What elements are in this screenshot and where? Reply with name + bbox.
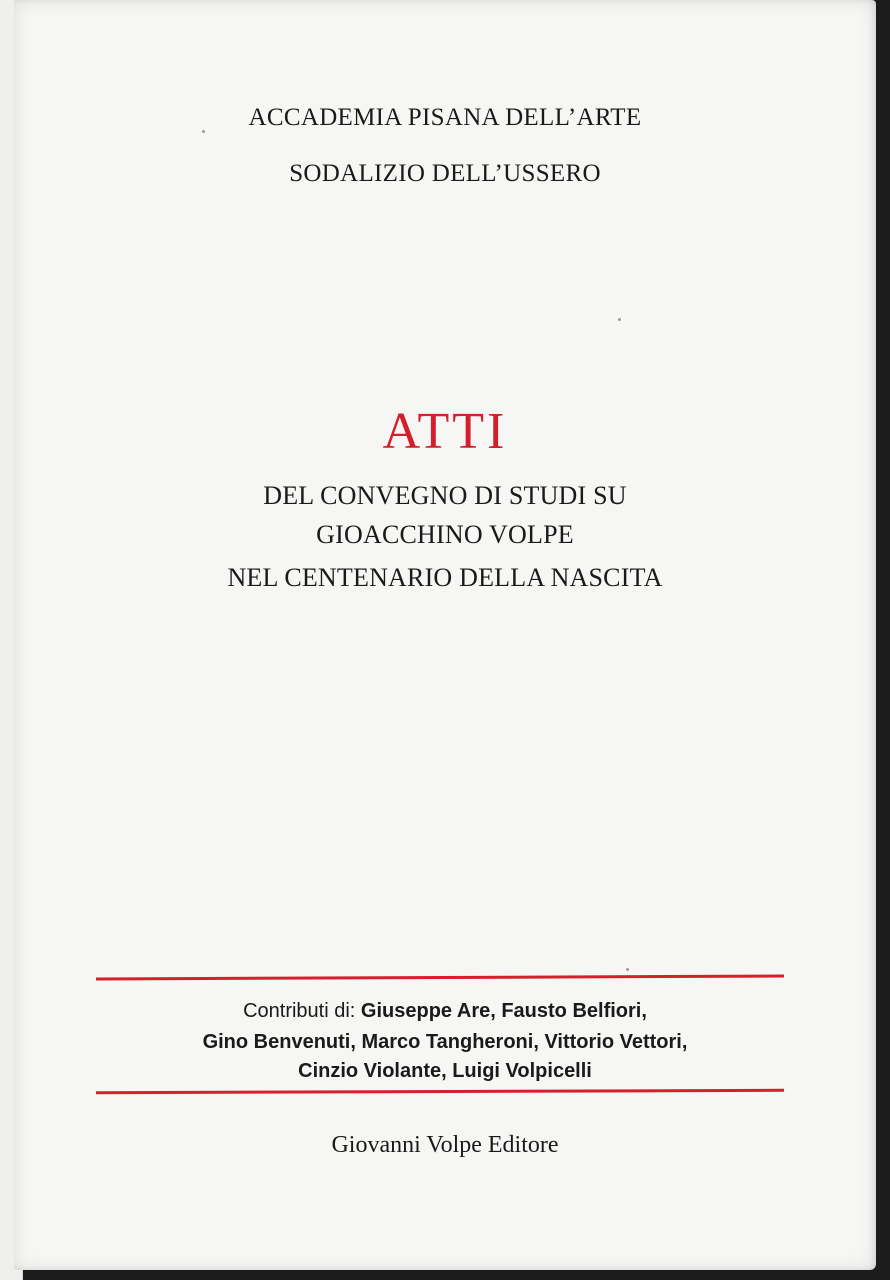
contributors-names-1: Giuseppe Are, Fausto Belfiori, (360, 1000, 647, 1022)
book-cover (14, 0, 876, 1270)
society-name: SODALIZIO DELL’USSERO (289, 160, 601, 187)
cover-title: ATTI (382, 403, 508, 460)
contributors-line-2: Gino Benvenuti, Marco Tangheroni, Vittorio Vettori, (202, 1031, 688, 1053)
subtitle-line-3: NEL CENTENARIO DELLA NASCITA (227, 563, 663, 592)
contributors-line-1 (14, 1000, 876, 1023)
paper-speck (626, 968, 629, 971)
paper-speck (618, 318, 621, 321)
top-red-rule (96, 974, 784, 980)
paper-speck (202, 130, 205, 133)
contributors-lead: Contributi di: (243, 1000, 356, 1022)
subtitle-line-1: DEL CONVEGNO DI STUDI SU (263, 481, 627, 510)
subtitle-line-2: GIOACCHINO VOLPE (316, 520, 574, 549)
institution-name: ACCADEMIA PISANA DELL’ARTE (248, 104, 642, 131)
bottom-red-rule (96, 1089, 784, 1094)
contributors-line-3: Cinzio Violante, Luigi Volpicelli (298, 1060, 592, 1082)
publisher-name: Giovanni Volpe Editore (331, 1132, 559, 1158)
